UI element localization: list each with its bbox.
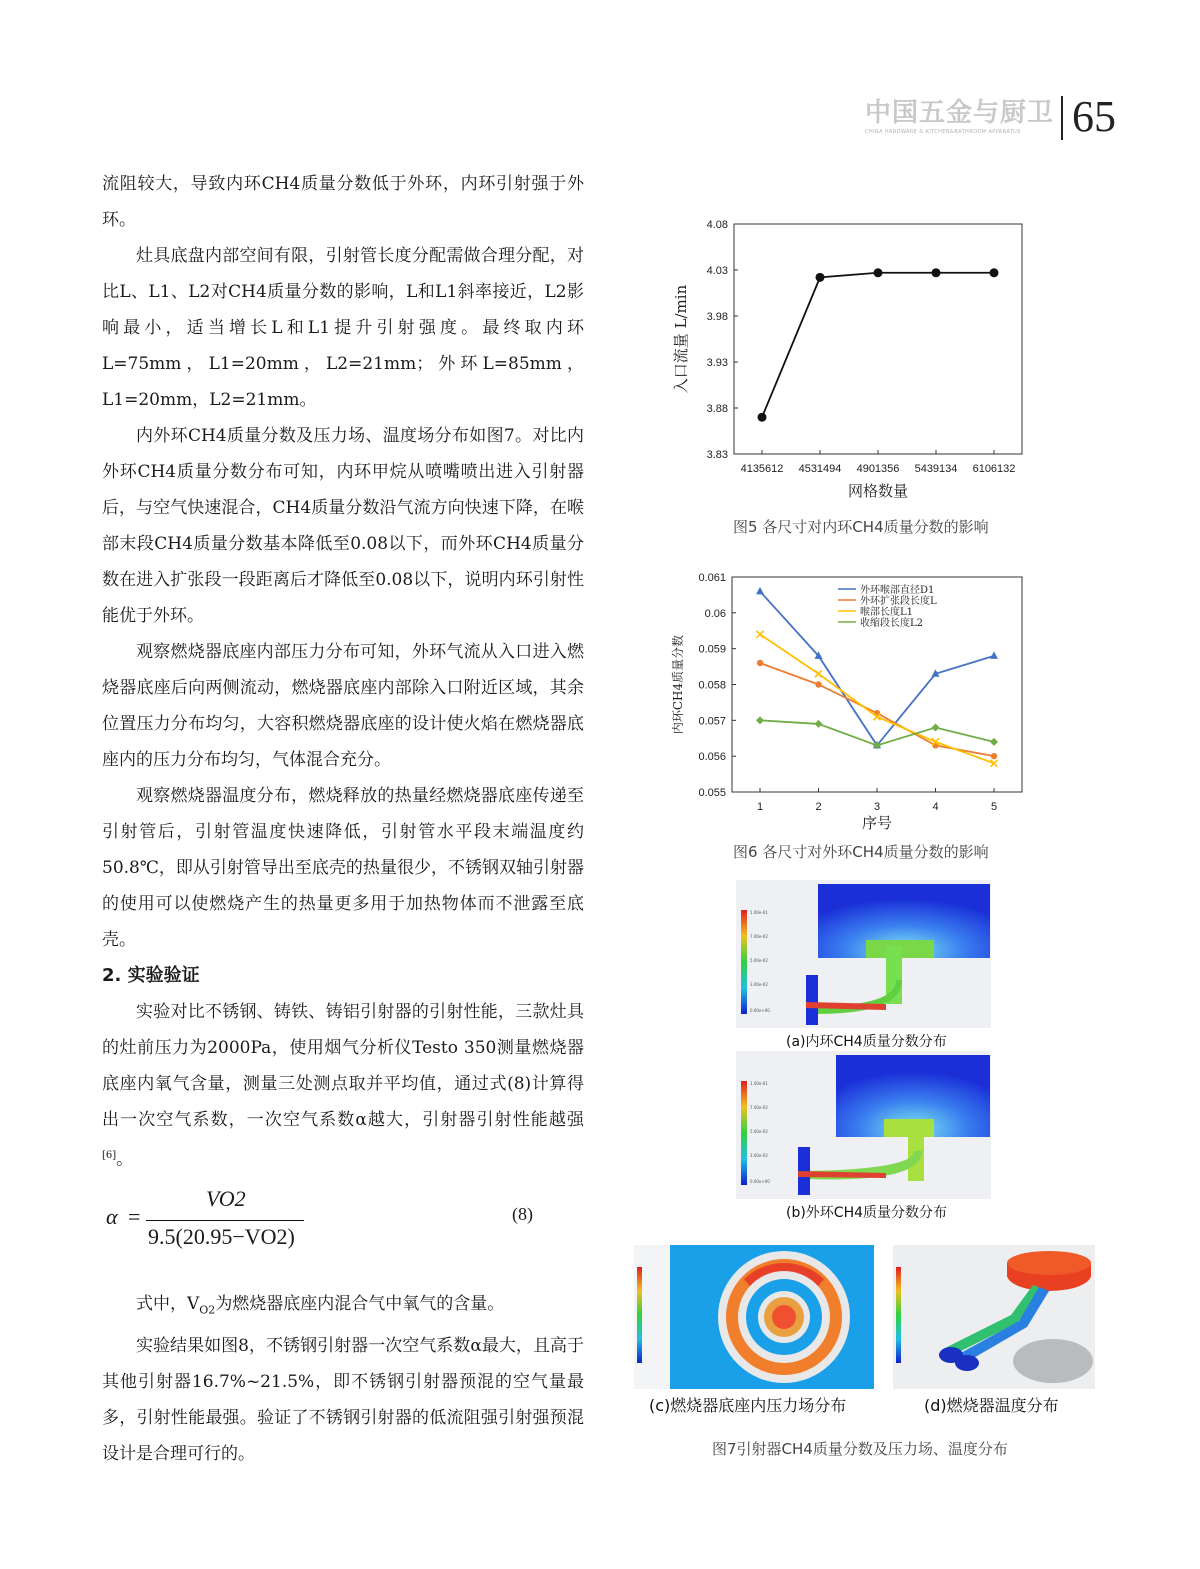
svg-text:3.00e-02: 3.00e-02 bbox=[750, 982, 768, 987]
y-tick-label: 0.055 bbox=[698, 787, 726, 799]
y-tick-label: 3.88 bbox=[706, 403, 728, 415]
paragraph-2: 灶具底盘内部空间有限，引射管长度分配需做合理分配，对比L、L1、L2对CH4质量分数的影响，L和L1斜率接近，L2影响最小，适当增长L和L1提升引射强度。最终取内环L=75mm，L1=20mm，L2=21mm；外环L=85mm，L1=20mm，L2=21mm。 bbox=[102, 246, 584, 410]
paragraph-6 bbox=[102, 994, 584, 1178]
figure-7c-image bbox=[634, 1245, 874, 1389]
formula-denominator: 9.5(20.95−VO2) bbox=[148, 1224, 295, 1249]
data-point bbox=[815, 720, 823, 728]
series-line bbox=[762, 273, 994, 417]
legend-label: 喉部长度L1 bbox=[860, 607, 914, 618]
legend-label: 外环喉部直径D1 bbox=[860, 585, 935, 596]
x-tick-label: 4 bbox=[932, 801, 939, 813]
paragraph-4: 观察燃烧器底座内部压力分布可知，外环气流从入口进入燃烧器底座后向两侧流动，燃烧器底座内部除入口附近区域，其余位置压力分布均匀，大容积燃烧器底座的设计使火焰在燃烧器底座内的压力分布均匀，气体混合充分。 bbox=[102, 642, 584, 770]
formula-equals: = bbox=[128, 1204, 141, 1229]
svg-text:0.00e+00: 0.00e+00 bbox=[750, 1179, 770, 1184]
magazine-logo bbox=[865, 98, 1055, 138]
figure-7c-caption: (c)燃烧器底座内压力场分布 bbox=[649, 1396, 847, 1415]
svg-text:7.00e-02: 7.00e-02 bbox=[750, 934, 768, 939]
paragraph-7 bbox=[102, 1286, 584, 1328]
data-point bbox=[932, 268, 941, 277]
x-tick-label: 4901356 bbox=[856, 463, 900, 475]
data-point bbox=[990, 651, 998, 659]
svg-text:5.00e-02: 5.00e-02 bbox=[750, 1129, 768, 1134]
svg-text:7.00e-02: 7.00e-02 bbox=[750, 1105, 768, 1110]
figure-5-chart bbox=[670, 210, 1040, 510]
svg-text:5.00e-02: 5.00e-02 bbox=[750, 958, 768, 963]
data-point bbox=[756, 587, 764, 595]
data-point bbox=[758, 413, 767, 422]
paragraph-7-a: 式中，V bbox=[136, 1294, 200, 1314]
svg-text:3.00e-02: 3.00e-02 bbox=[750, 1153, 768, 1158]
data-point bbox=[816, 273, 825, 282]
y-tick-label: 3.98 bbox=[706, 311, 728, 323]
svg-text:0.00e+00: 0.00e+00 bbox=[750, 1008, 770, 1013]
logo-english: CHINA HARDWARE & KITCHEN&BATHROOM APPARATUS bbox=[865, 129, 1021, 135]
data-point bbox=[757, 631, 764, 638]
equation-8 bbox=[102, 1186, 542, 1258]
body-text-block-2 bbox=[102, 1286, 584, 1472]
x-tick-label: 5 bbox=[990, 801, 998, 813]
plot-frame bbox=[734, 224, 1022, 454]
y-axis-label: 内环CH4质量分数 bbox=[671, 634, 685, 735]
data-point bbox=[990, 268, 999, 277]
x-tick-label: 6106132 bbox=[972, 463, 1016, 475]
y-tick-label: 3.93 bbox=[706, 357, 728, 369]
legend-label: 外环扩张段长度L bbox=[860, 596, 937, 607]
x-tick-label: 1 bbox=[756, 801, 764, 813]
formula-numerator: VO2 bbox=[206, 1186, 246, 1211]
equation-number: (8) bbox=[512, 1204, 533, 1224]
paragraph-3: 内外环CH4质量分数及压力场、温度场分布如图7。对比内外环CH4质量分数分布可知，内环甲烷从喷嘴喷出进入引射器后，与空气快速混合，CH4质量分数沿气流方向快速下降，在喉部末段CH4质量分数基本降低至0.08以下，而外环CH4质量分数在进入扩张段一段距离后才降低至0.08以下，说明内环引射性能优于外环。 bbox=[102, 426, 584, 626]
figure-7d-image bbox=[893, 1245, 1095, 1389]
data-point bbox=[756, 716, 764, 724]
y-tick-label: 4.08 bbox=[706, 219, 728, 231]
inner-ring-ch4-contour bbox=[736, 880, 991, 1028]
page-number: 65 bbox=[1072, 92, 1116, 141]
paragraph-5: 观察燃烧器温度分布，燃烧释放的热量经燃烧器底座传递至引射管后，引射管温度快速降低，引射管水平段末端温度约50.8℃，即从引射管导出至底壳的热量很少，不锈钢双轴引射器的使用可以使燃烧产生的热量更多用于加热物体而不泄露至底壳。 bbox=[102, 786, 584, 950]
y-tick-label: 0.056 bbox=[698, 751, 726, 764]
paragraph-7-sub: O2 bbox=[199, 1303, 216, 1317]
header-divider bbox=[1061, 96, 1063, 140]
fraction-bar bbox=[146, 1220, 304, 1221]
legend-label: 收缩段长度L2 bbox=[860, 618, 924, 629]
x-tick-label: 4135612 bbox=[740, 463, 784, 475]
svg-text:1.00e-01: 1.00e-01 bbox=[750, 910, 768, 915]
paragraph-6-text: 实验对比不锈钢、铸铁、铸铝引射器的引射性能，三款灶具的灶前压力为2000Pa，使用烟气分析仪Testo 350测量燃烧器底座内氧气含量，测量三处测点取并平均值，通过式(8)计算得出一次空气系数，一次空气系数α越大，引射器引射性能越强 bbox=[102, 1002, 584, 1130]
data-point bbox=[932, 724, 940, 732]
data-point bbox=[757, 660, 763, 666]
y-tick-label: 0.059 bbox=[698, 643, 726, 656]
data-point bbox=[815, 670, 822, 677]
y-tick-label: 0.057 bbox=[698, 715, 726, 728]
data-point bbox=[815, 681, 821, 687]
paragraph-6-end: 。 bbox=[116, 1149, 134, 1170]
figure-7a-caption: (a)内环CH4质量分数分布 bbox=[786, 1034, 947, 1050]
y-tick-label: 0.06 bbox=[704, 607, 726, 620]
temperature-contour bbox=[893, 1245, 1095, 1389]
formula-alpha: α bbox=[106, 1204, 118, 1229]
figure-5-caption: 图5 各尺寸对内环CH4质量分数的影响 bbox=[733, 518, 989, 536]
paragraph-8: 实验结果如图8，不锈钢引射器一次空气系数α最大，且高于其他引射器16.7%~21.5%，即不锈钢引射器预混的空气量最多，引射性能最强。验证了不锈钢引射器的低流阻强引射强预混设计是合理可行的。 bbox=[102, 1336, 584, 1465]
x-axis-label: 网格数量 bbox=[847, 482, 909, 500]
figure-6-caption: 图6 各尺寸对外环CH4质量分数的影响 bbox=[733, 843, 989, 861]
pressure-field-contour bbox=[634, 1245, 874, 1389]
y-tick-label: 3.83 bbox=[706, 449, 728, 461]
x-tick-label: 2 bbox=[815, 801, 822, 813]
x-tick-label: 5439134 bbox=[914, 463, 958, 475]
x-tick-label: 4531494 bbox=[798, 463, 842, 475]
data-point bbox=[874, 268, 883, 277]
body-text-block-1 bbox=[102, 166, 584, 1178]
x-tick-label: 3 bbox=[873, 801, 881, 813]
outer-ring-ch4-contour bbox=[736, 1051, 991, 1199]
figure-7b-image bbox=[736, 1051, 991, 1199]
y-tick-label: 0.061 bbox=[698, 572, 726, 584]
y-tick-label: 4.03 bbox=[706, 265, 728, 277]
figure-7d-caption: (d)燃烧器温度分布 bbox=[924, 1396, 1059, 1415]
figure-7-caption: 图7引射器CH4质量分数及压力场、温度分布 bbox=[712, 1440, 1008, 1458]
x-axis-label: 序号 bbox=[861, 814, 893, 832]
data-point bbox=[990, 738, 998, 746]
citation-ref: [6] bbox=[102, 1150, 117, 1161]
data-point bbox=[991, 753, 997, 759]
svg-text:1.00e-01: 1.00e-01 bbox=[750, 1081, 768, 1086]
paragraph-7-b: 为燃烧器底座内混合气中氧气的含量。 bbox=[215, 1294, 505, 1314]
y-tick-label: 0.058 bbox=[698, 679, 726, 692]
logo-chinese: 中国五金与厨卫 bbox=[865, 98, 1055, 128]
paragraph-1: 流阻较大，导致内环CH4质量分数低于外环，内环引射强于外环。 bbox=[102, 174, 584, 230]
figure-6-chart bbox=[670, 565, 1040, 835]
section-title: 2. 实验验证 bbox=[102, 965, 200, 986]
y-axis-label: 入口流量 L/min bbox=[672, 284, 690, 394]
figure-7b-caption: (b)外环CH4质量分数分布 bbox=[786, 1205, 948, 1221]
figure-7a-image bbox=[736, 880, 991, 1028]
